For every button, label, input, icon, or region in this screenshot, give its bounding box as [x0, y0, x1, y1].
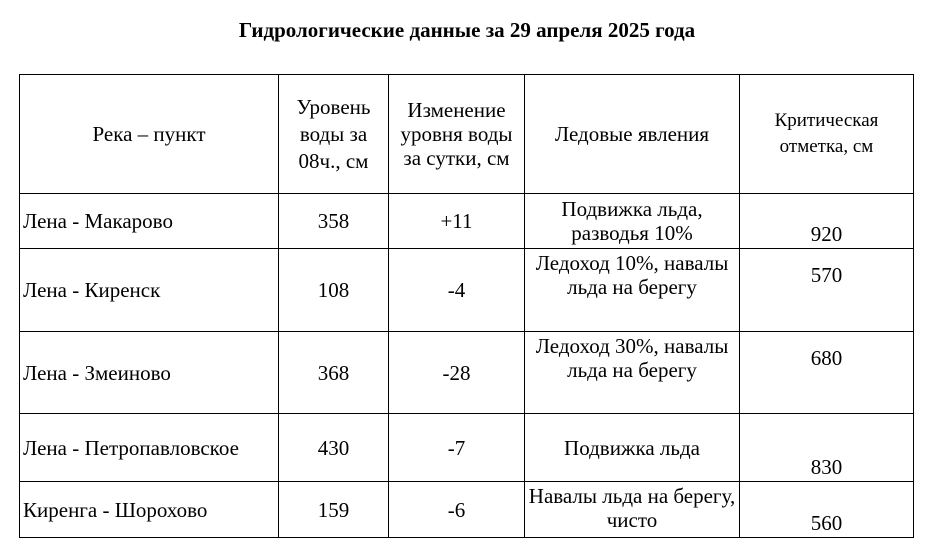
cell-ice: Ледоход 10%, навалы льда на берегу: [525, 249, 740, 332]
cell-change: -28: [389, 332, 525, 414]
page-title: Гидрологические данные за 29 апреля 2025 года: [238, 18, 696, 42]
header-water-level: Уровень воды за 08ч., см: [279, 75, 389, 194]
table-row: [20, 332, 914, 414]
hydro-data-table: [19, 74, 914, 538]
cell-change: -4: [389, 249, 525, 332]
cell-river: Лена - Киренск: [20, 249, 279, 332]
cell-level: 368: [279, 332, 389, 414]
table-row: [20, 414, 914, 482]
header-river: Река – пункт: [20, 75, 279, 194]
cell-ice: Подвижка льда: [525, 414, 740, 482]
cell-river: Лена - Петропавловское: [20, 414, 279, 482]
cell-ice: Ледоход 30%, навалы льда на берегу: [525, 332, 740, 414]
cell-river: Лена - Змеиново: [20, 332, 279, 414]
cell-ice: Навалы льда на берегу, чисто: [525, 482, 740, 538]
cell-level: 430: [279, 414, 389, 482]
table-row: [20, 194, 914, 249]
cell-critical: 570: [740, 249, 914, 332]
cell-river: Киренга - Шорохово: [20, 482, 279, 538]
cell-change: -6: [389, 482, 525, 538]
cell-river: Лена - Макарово: [20, 194, 279, 249]
header-ice-phenomena: Ледовые явления: [525, 75, 740, 194]
cell-level: 358: [279, 194, 389, 249]
cell-level: 159: [279, 482, 389, 538]
cell-change: +11: [389, 194, 525, 249]
header-critical-mark: Критическая отметка, см: [740, 75, 914, 194]
cell-change: -7: [389, 414, 525, 482]
table-row: [20, 482, 914, 538]
cell-ice: Подвижка льда, разводья 10%: [525, 194, 740, 249]
cell-critical: 560: [740, 482, 914, 538]
cell-level: 108: [279, 249, 389, 332]
cell-critical: 680: [740, 332, 914, 414]
table-header-row: [20, 75, 914, 194]
cell-critical: 920: [740, 194, 914, 249]
table-row: [20, 249, 914, 332]
header-level-change: Изменение уровня воды за сутки, см: [389, 75, 525, 194]
cell-critical: 830: [740, 414, 914, 482]
